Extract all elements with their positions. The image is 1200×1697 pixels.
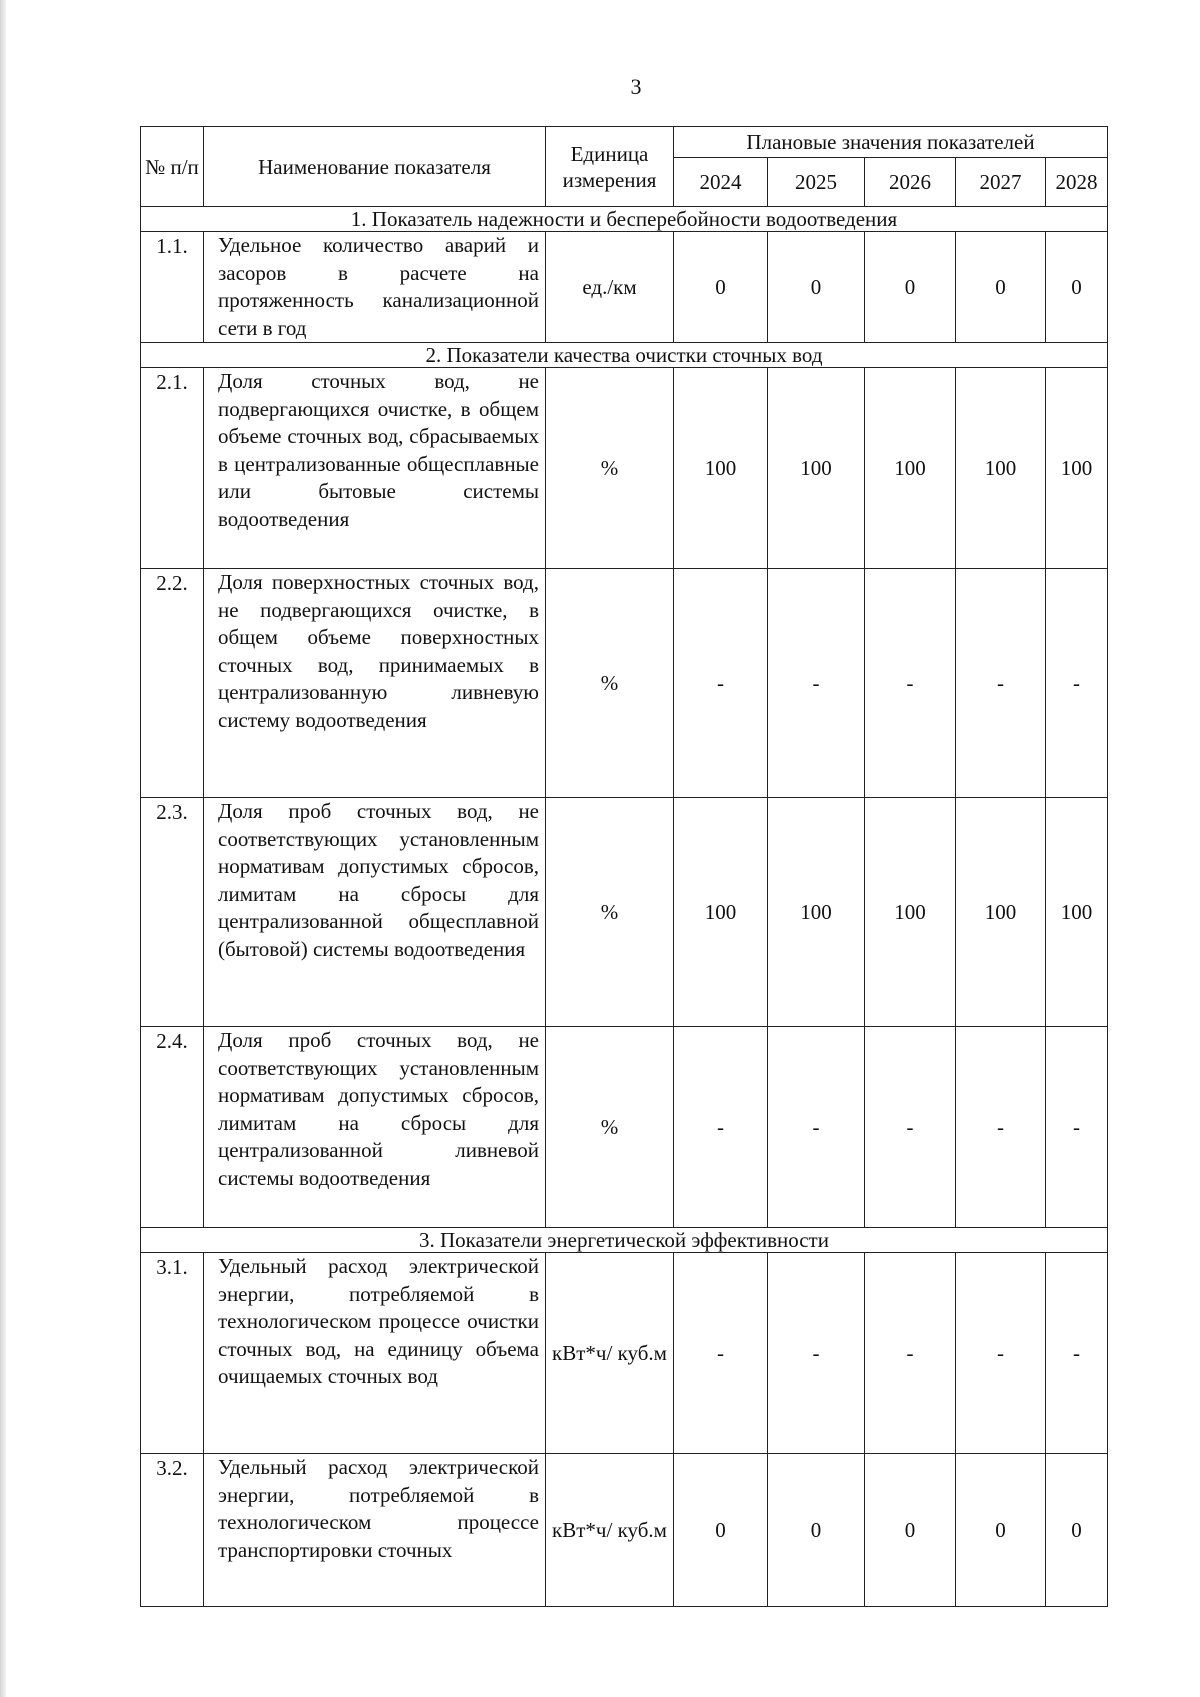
row-value: 100 [1046,368,1108,569]
scan-edge [0,0,6,1697]
section-row [141,1228,1108,1253]
page-number: 3 [630,74,642,99]
row-unit: % [546,798,674,1027]
row-number: 2.1. [141,368,204,569]
row-value: - [865,1253,956,1454]
table-row [141,569,1108,798]
row-value: 100 [956,368,1046,569]
row-value: - [865,569,956,798]
row-unit: % [546,368,674,569]
row-number: 3.2. [141,1454,204,1607]
row-unit: кВт*ч/ куб.м [546,1253,674,1454]
section-row [141,343,1108,368]
row-name: Удельный расход электрической энергии, потребляемой в технологическом процессе очистки сточных вод, на единицу объема очищаемых сточных вод [204,1253,546,1454]
row-value: - [1046,569,1108,798]
section-row [141,207,1108,232]
row-value: 100 [1046,798,1108,1027]
row-value: 100 [865,798,956,1027]
row-value: 100 [674,368,768,569]
row-name: Удельный расход электрической энергии, потребляемой в технологическом процессе транспортировки сточных [204,1454,546,1607]
row-value: - [956,1253,1046,1454]
row-value: - [768,1027,865,1228]
row-value: 0 [1046,1454,1108,1607]
row-value: - [674,569,768,798]
indicators-table [140,126,1108,1607]
table-row [141,368,1108,569]
row-value: 100 [956,798,1046,1027]
row-value: 0 [865,1454,956,1607]
header-year: 2025 [768,158,865,207]
header-name: Наименование показателя [204,127,546,207]
row-value: - [1046,1027,1108,1228]
row-unit: кВт*ч/ куб.м [546,1454,674,1607]
table-row [141,232,1108,343]
header-year: 2026 [865,158,956,207]
row-value: - [768,569,865,798]
row-number: 2.4. [141,1027,204,1228]
row-name: Доля проб сточных вод, не соответствующих установленным нормативам допустимых сбросов, лимитам на сбросы для централизованной общесплавной (бытовой) системы водоотведения [204,798,546,1027]
row-value: - [956,569,1046,798]
section-title: 3. Показатели энергетической эффективности [141,1228,1108,1253]
section-title: 1. Показатель надежности и бесперебойности водоотведения [141,207,1108,232]
table-row [141,1027,1108,1228]
row-number: 3.1. [141,1253,204,1454]
row-name: Доля сточных вод, не подвергающихся очистке, в общем объеме сточных вод, сбрасываемых в централизованные общесплавные или бытовые системы водоотведения [204,368,546,569]
table-row [141,1454,1108,1607]
row-name: Доля поверхностных сточных вод, не подвергающихся очистке, в общем объеме поверхностных сточных вод, принимаемых в централизованную ливневую систему водоотведения [204,569,546,798]
row-value: 0 [1046,232,1108,343]
header-year: 2024 [674,158,768,207]
row-unit: ед./км [546,232,674,343]
row-value: - [1046,1253,1108,1454]
row-unit: % [546,569,674,798]
row-number: 2.2. [141,569,204,798]
row-name: Удельное количество аварий и засоров в расчете на протяженность канализационной сети в год [204,232,546,343]
row-value: - [956,1027,1046,1228]
table-row [141,798,1108,1027]
row-unit: % [546,1027,674,1228]
header-year: 2028 [1046,158,1108,207]
row-value: - [768,1253,865,1454]
header-row [141,127,1108,158]
row-value: - [865,1027,956,1228]
row-value: 0 [865,232,956,343]
row-number: 2.3. [141,798,204,1027]
row-value: 0 [768,232,865,343]
table-row [141,1253,1108,1454]
row-name: Доля проб сточных вод, не соответствующих установленным нормативам допустимых сбросов, лимитам на сбросы для централизованной ливневой системы водоотведения [204,1027,546,1228]
row-value: 100 [865,368,956,569]
row-value: 0 [956,1454,1046,1607]
row-value: - [674,1027,768,1228]
row-value: 0 [674,1454,768,1607]
header-unit: Единица измерения [546,127,674,207]
header-plan: Плановые значения показателей [674,127,1108,158]
section-title: 2. Показатели качества очистки сточных вод [141,343,1108,368]
row-value: 100 [674,798,768,1027]
row-value: 0 [768,1454,865,1607]
header-num: № п/п [141,127,204,207]
row-value: 100 [768,798,865,1027]
row-number: 1.1. [141,232,204,343]
header-year: 2027 [956,158,1046,207]
row-value: 100 [768,368,865,569]
row-value: 0 [674,232,768,343]
row-value: - [674,1253,768,1454]
row-value: 0 [956,232,1046,343]
